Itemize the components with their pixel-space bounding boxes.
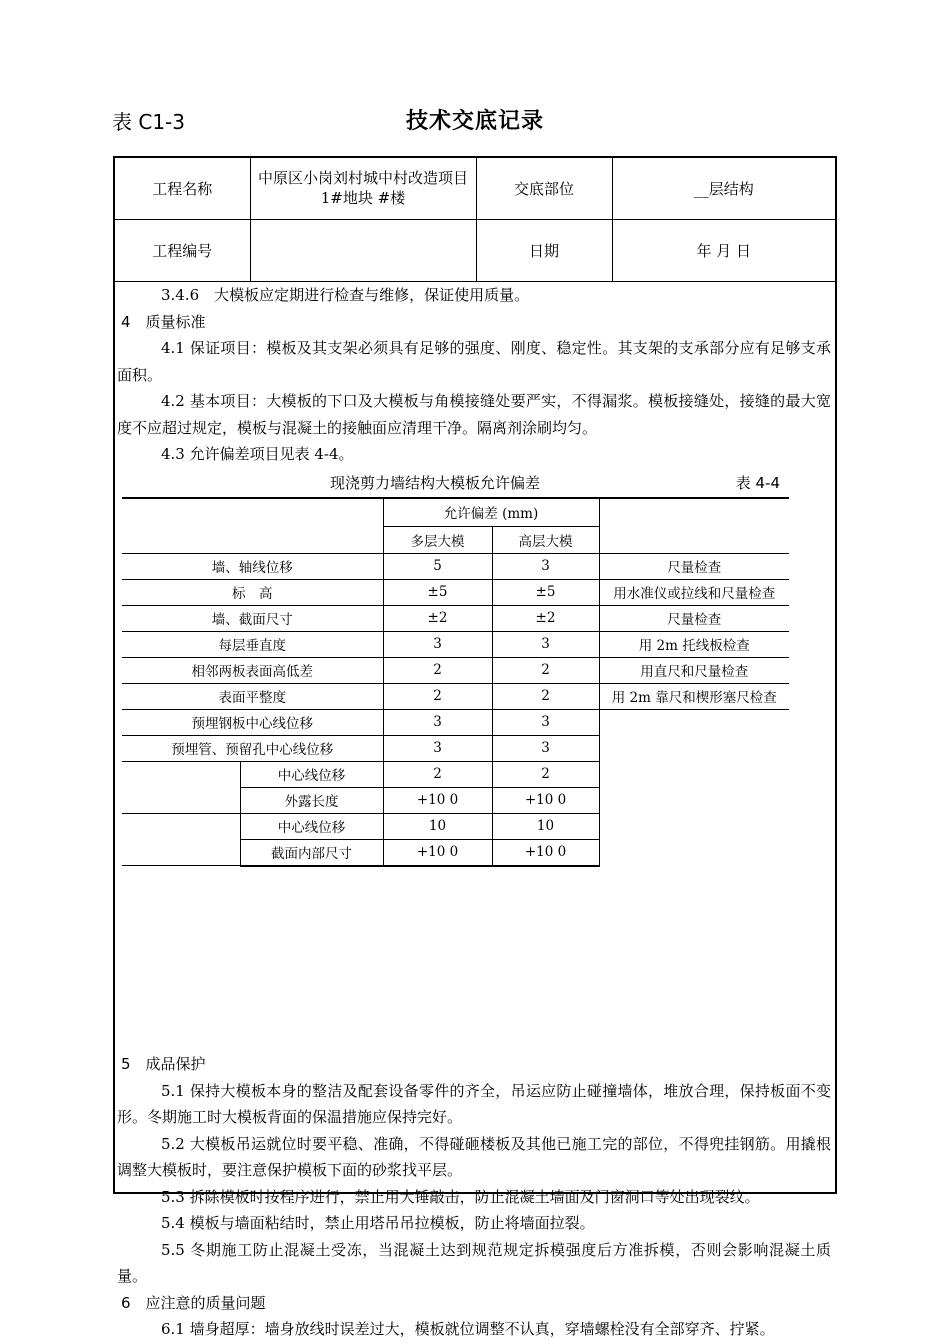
sub-high: 10 (492, 813, 599, 839)
row-item: 每层垂直度 (122, 631, 383, 657)
sub-item: 中心线位移 (240, 761, 383, 787)
col-high-header: 高层大模 (492, 526, 599, 553)
row-high: 2 (492, 683, 599, 709)
sub-item: 截面内部尺寸 (240, 839, 383, 866)
project-name-value: 中原区小岗刘村城中村改造项目 1#地块 #楼 (250, 158, 476, 219)
row-high: 3 (492, 735, 599, 761)
project-name-label: 工程名称 (115, 158, 250, 219)
row-high: ±2 (492, 605, 599, 631)
form-number: 表 C1-3 (112, 110, 185, 134)
project-no-value (250, 219, 476, 281)
group-cell-openings (122, 813, 240, 866)
row-item: 预埋管、预留孔中心线位移 (122, 735, 383, 761)
section-5-heading: 5 成品保护 (121, 1055, 206, 1073)
paragraph-6-1: 6.1 墙身超厚：墙身放线时误差过大，模板就位调整不认真，穿墙螺栓没有全部穿齐、拧紧。 (161, 1320, 775, 1338)
item-header-cell (122, 498, 383, 553)
sub-multi: +10 0 (383, 787, 492, 813)
row-method: 用直尺和尺量检查 (599, 657, 789, 683)
row-multi: 3 (383, 735, 492, 761)
sub-high: +10 0 (492, 839, 599, 866)
sub-high: 2 (492, 761, 599, 787)
row-multi: 5 (383, 553, 492, 579)
paragraph-5-5: 5.5 冬期施工防止混凝土受冻，当混凝土达到规范规定拆模强度后方准拆模，否则会影响混凝土质量。 (117, 1240, 831, 1285)
group-cell-embedded-parts (122, 761, 240, 813)
paragraph-3-4-6: 3.4.6 大模板应定期进行检查与维修，保证使用质量。 (161, 286, 530, 304)
paragraph-5-1: 5.1 保持大模板本身的整洁及配套设备零件的齐全，吊运应防止碰撞墙体，堆放合理，保持板面不变形。冬期施工时大模板背面的保温措施应保持完好。 (117, 1081, 831, 1126)
row-high: 3 (492, 553, 599, 579)
part-value: __层结构 (612, 158, 835, 219)
row-method: 用水准仪或拉线和尺量检查 (599, 579, 789, 605)
row-high: 2 (492, 657, 599, 683)
row-item: 墙、截面尺寸 (122, 605, 383, 631)
sub-multi: +10 0 (383, 839, 492, 866)
project-no-label: 工程编号 (115, 219, 250, 281)
sub-item: 外露长度 (240, 787, 383, 813)
method-empty-cell (599, 709, 789, 866)
row-multi: 3 (383, 631, 492, 657)
date-value: 年 月 日 (612, 219, 835, 281)
paragraph-5-2: 5.2 大模板吊运就位时要平稳、准确，不得碰砸楼板及其他已施工完的部位，不得兜挂钢筋。用撬根调整大模板时，要注意保护模板下面的砂浆找平层。 (117, 1134, 831, 1179)
row-item: 标 高 (122, 579, 383, 605)
part-label: 交底部位 (476, 158, 612, 219)
section-4-heading: 4 质量标准 (121, 312, 206, 331)
row-item: 墙、轴线位移 (122, 553, 383, 579)
lower-content (117, 1051, 831, 1343)
row-multi: 2 (383, 683, 492, 709)
row-method: 尺量检查 (599, 553, 789, 579)
row-multi: 3 (383, 709, 492, 735)
paragraph-5-3: 5.3 拆除模板时按程序进行，禁止用大锤敲击，防止混凝土墙面及门窗洞口等处出现裂纹。 (161, 1187, 760, 1206)
row-high: 3 (492, 709, 599, 735)
sub-multi: 10 (383, 813, 492, 839)
paragraph-5-4: 5.4 模板与墙面粘结时，禁止用塔吊吊拉模板，防止将墙面拉裂。 (161, 1214, 595, 1232)
sub-high: +10 0 (492, 787, 599, 813)
sub-multi: 2 (383, 761, 492, 787)
document-title: 技术交底记录 (405, 109, 544, 134)
paragraph-4-3: 4.3 允许偏差项目见表 4-4。 (161, 445, 354, 463)
date-label: 日期 (476, 219, 612, 281)
upper-content (117, 282, 831, 468)
group-header: 允许偏差 (mm) (383, 498, 599, 526)
method-header-cell (599, 498, 789, 553)
row-item: 相邻两板表面高低差 (122, 657, 383, 683)
col-multi-header: 多层大模 (383, 526, 492, 553)
paragraph-4-1: 4.1 保证项目：模板及其支架必须具有足够的强度、刚度、稳定性。其支架的支承部分应有足够支承面积。 (117, 339, 831, 384)
row-multi: ±5 (383, 579, 492, 605)
row-high: ±5 (492, 579, 599, 605)
section-6-heading: 6 应注意的质量问题 (121, 1293, 266, 1312)
row-item: 预埋钢板中心线位移 (122, 709, 383, 735)
row-high: 3 (492, 631, 599, 657)
row-item: 表面平整度 (122, 683, 383, 709)
row-method: 用 2m 托线板检查 (599, 631, 789, 657)
row-method: 尺量检查 (599, 605, 789, 631)
header-table (115, 158, 835, 282)
row-multi: 2 (383, 657, 492, 683)
deviation-table (122, 497, 789, 867)
table-caption-title: 现浇剪力墙结构大模板允许偏差 (330, 474, 541, 492)
table-caption-number: 表 4-4 (735, 474, 780, 492)
sub-item: 中心线位移 (240, 813, 383, 839)
row-multi: ±2 (383, 605, 492, 631)
row-method: 用 2m 靠尺和楔形塞尺检查 (599, 683, 789, 709)
paragraph-4-2: 4.2 基本项目：大模板的下口及大模板与角模接缝处要严实，不得漏浆。模板接缝处，接缝的最大宽度不应超过规定，模板与混凝土的接触面应清理干净。隔离剂涂刷均匀。 (117, 392, 831, 437)
